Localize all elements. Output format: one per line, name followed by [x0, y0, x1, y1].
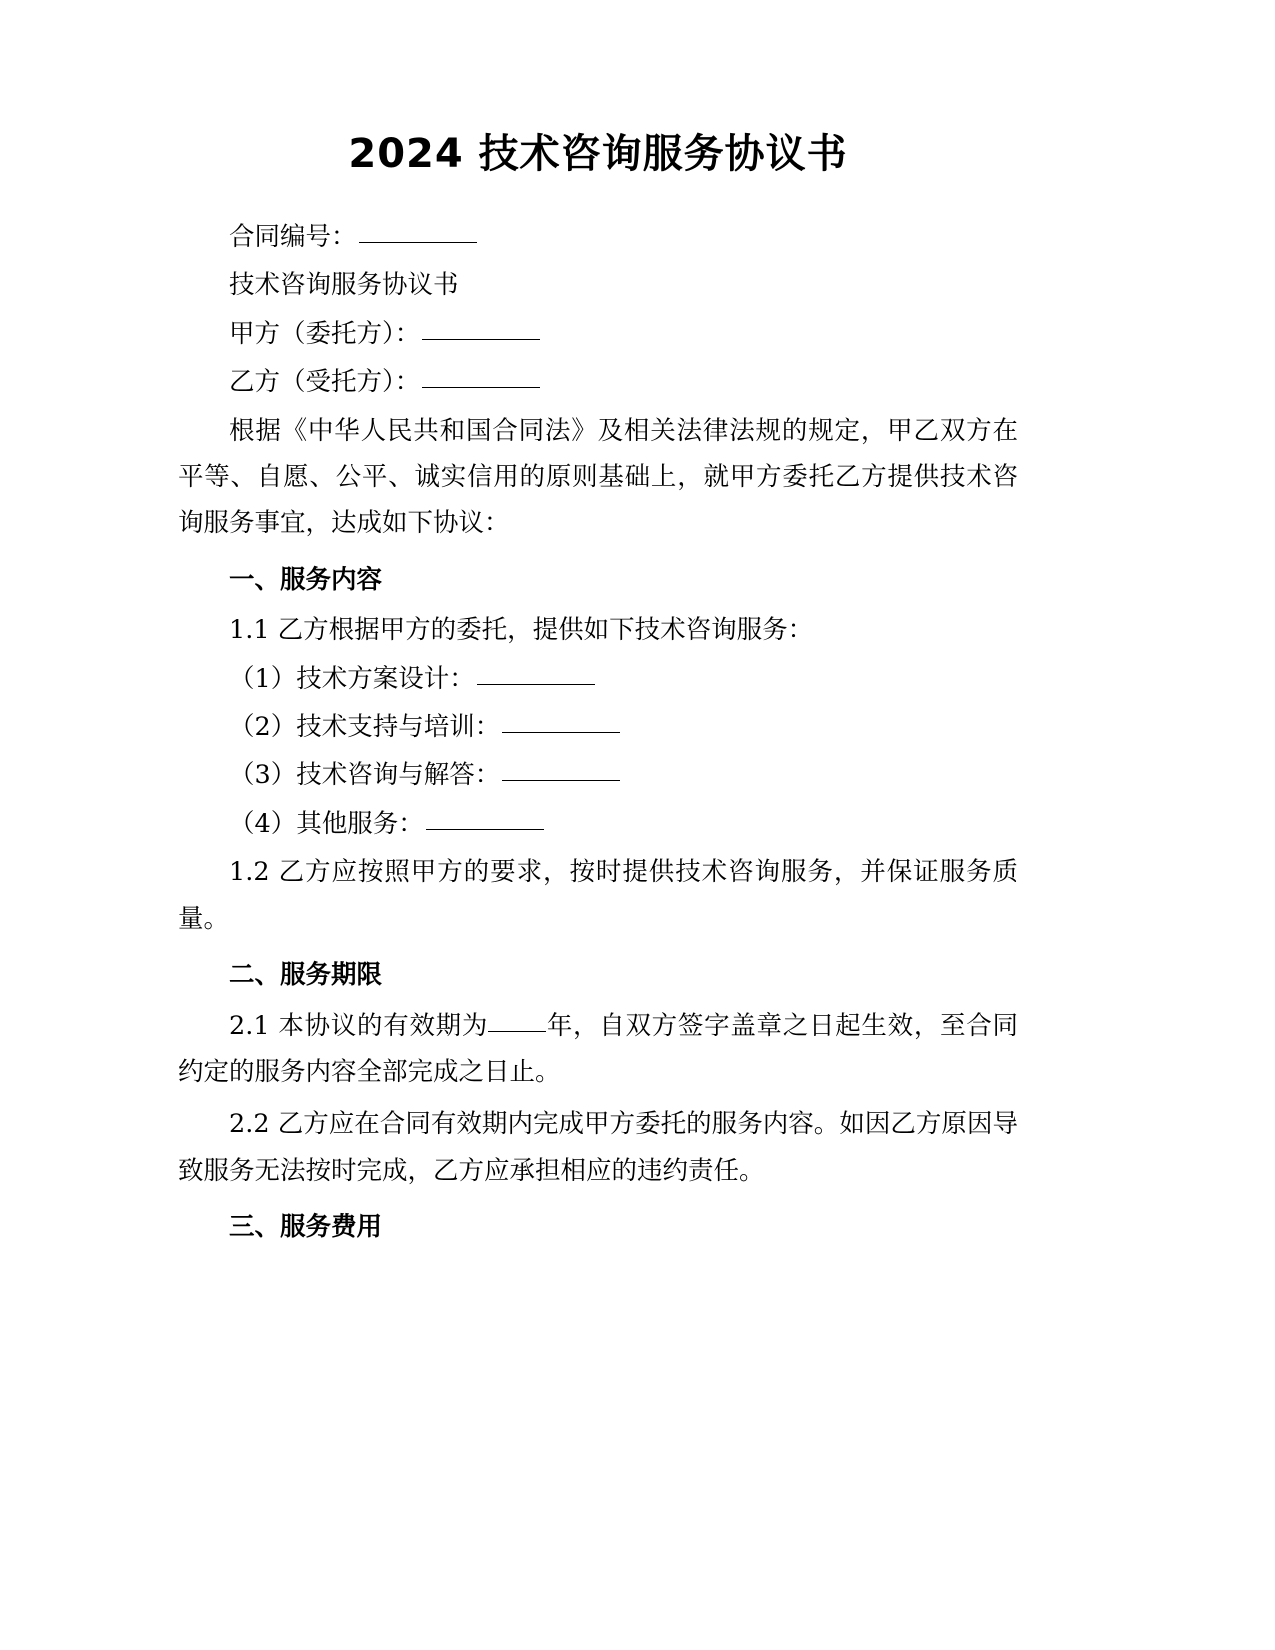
section-1-item-2-label: （2）技术支持与培训： [229, 712, 501, 743]
preamble-paragraph: 根据《中华人民共和国合同法》及相关法律法规的规定，甲乙双方在平等、自愿、公平、诚实信用的原则基础上，就甲方委托乙方提供技术咨询服务事宜，达成如下协议： [178, 415, 1018, 539]
section-1-para-2: 1.2 乙方应按照甲方的要求，按时提供技术咨询服务，并保证服务质量。 [178, 857, 1018, 934]
section-1-item-3-blank[interactable] [502, 780, 620, 781]
section-2-para-1 [178, 1003, 1018, 1096]
section-1-item-4-blank[interactable] [426, 829, 544, 830]
party-a-label: 甲方（委托方）： [229, 318, 421, 349]
party-b-blank[interactable] [422, 387, 540, 388]
section-heading-2: 二、服务期限 [229, 960, 383, 991]
section-2-para-1-part-b: 年，自双方签字盖章之日起生效，至合同约定的服务内容全部完成之日止。 [178, 1010, 1018, 1087]
contract-number-blank[interactable] [359, 242, 477, 243]
section-heading-1: 一、服务内容 [229, 564, 383, 595]
section-2-para-1-part-a: 2.1 本协议的有效期为 [229, 1010, 489, 1041]
party-a-blank[interactable] [422, 339, 540, 340]
contract-number-label: 合同编号： [229, 222, 357, 252]
section-1-item-2 [178, 704, 1018, 750]
section-1-item-4 [178, 801, 1018, 847]
contract-number-line [178, 214, 1018, 260]
party-b-line [178, 359, 1018, 405]
section-2-para-2: 2.2 乙方应在合同有效期内完成甲方委托的服务内容。如因乙方原因导致服务无法按时完成，乙方应承担相应的违约责任。 [178, 1109, 1018, 1186]
document-subtitle: 技术咨询服务协议书 [229, 270, 459, 301]
section-1-para-1: 1.1 乙方根据甲方的委托，提供如下技术咨询服务： [229, 615, 814, 646]
section-1-item-4-label: （4）其他服务： [229, 808, 424, 839]
page-title: 2024 技术咨询服务协议书 [348, 131, 848, 177]
party-a-line [178, 311, 1018, 357]
document-body [178, 128, 1018, 1255]
section-1-item-1-blank[interactable] [477, 684, 595, 685]
section-1-item-3-label: （3）技术咨询与解答： [229, 760, 501, 791]
section-1-item-1-label: （1）技术方案设计： [229, 663, 475, 694]
party-b-label: 乙方（受托方）： [229, 367, 421, 398]
section-1-item-2-blank[interactable] [502, 732, 620, 733]
service-term-blank[interactable] [488, 1031, 546, 1032]
section-1-item-3 [178, 752, 1018, 798]
section-1-item-1 [178, 656, 1018, 702]
section-heading-3: 三、服务费用 [229, 1212, 383, 1243]
